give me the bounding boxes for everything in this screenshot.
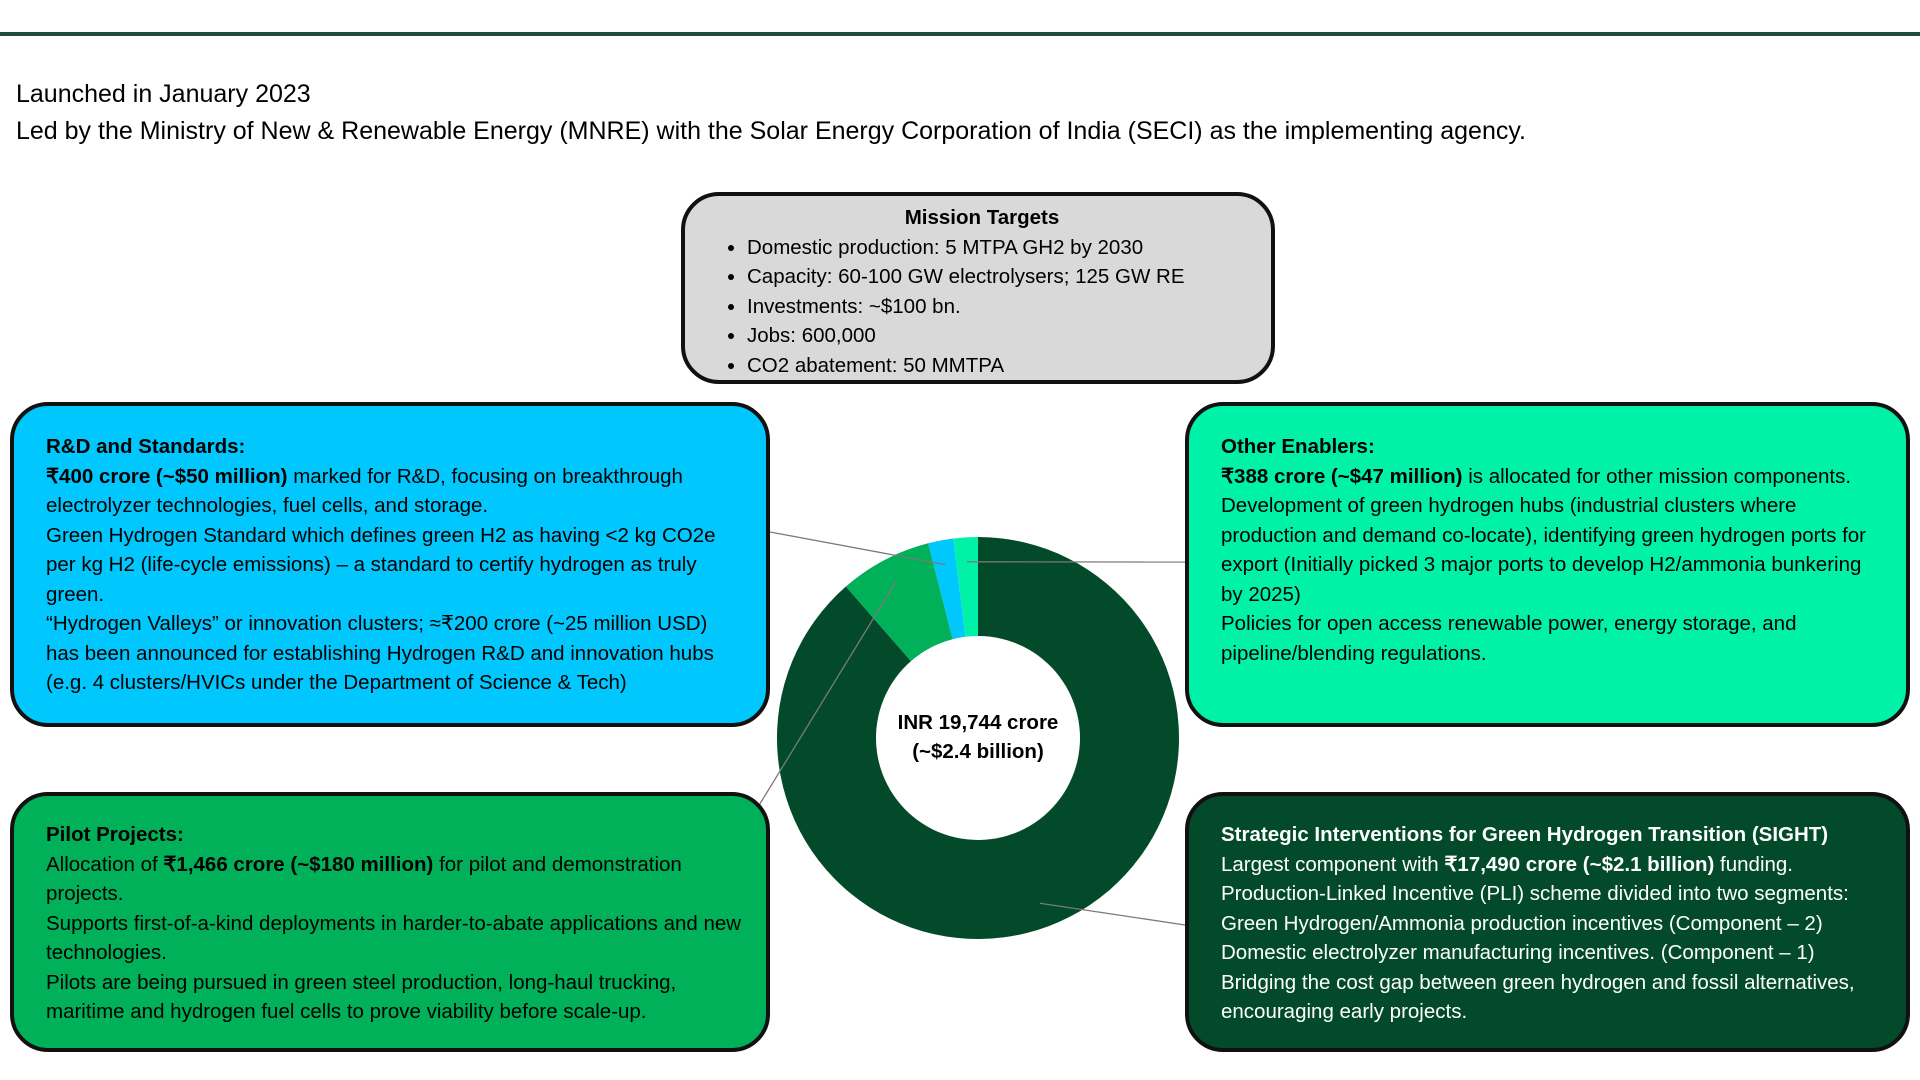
oe-line1-text: is allocated for other mission components. [1462, 464, 1852, 488]
sight-line2: Production-Linked Incentive (PLI) scheme divided into two segments: [1221, 882, 1849, 905]
intro-lead: Led by the Ministry of New & Renewable Energy (MNRE) with the Solar Energy Corporation of India (SECI) as the implementing agency. [16, 117, 1526, 145]
pilot-line1-text: for pilot and demonstration projects. [46, 852, 682, 905]
other-enablers-box [1185, 402, 1910, 727]
oe-line1 [1221, 462, 1886, 492]
sight-line1-text: funding. [1714, 852, 1793, 876]
pilot-line2: Supports first-of-a-kind deployments in harder-to-abate applications and new technologies. [46, 911, 742, 964]
target-item: • Investments: ~$100 bn. [747, 292, 1251, 322]
oe-line3: Policies for open access renewable power, energy storage, and pipeline/blending regulations. [1221, 612, 1797, 665]
rd-amount: ₹400 crore (~$50 million) [46, 464, 288, 488]
sight-prefix: Largest component with [1221, 852, 1445, 876]
pilot-line3: Pilots are being pursued in green steel production, long-haul trucking, maritime and hydrogen fuel cells to prove viability before scale-up. [46, 970, 677, 1023]
rd-line3: “Hydrogen Valleys” or innovation clusters; ≈₹200 crore (~25 million USD) has been announced for establishing Hydrogen R&D and innovation hubs (e.g. 4 clusters/HVICs under the Department of Science & Tech) [46, 612, 714, 694]
target-item: • Domestic production: 5 MTPA GH2 by 2030 [747, 233, 1251, 263]
oe-amount: ₹388 crore (~$47 million) [1221, 464, 1463, 488]
rd-line1 [46, 462, 746, 521]
center-label-line2: (~$2.4 billion) [912, 740, 1044, 763]
oe-line2: Development of green hydrogen hubs (industrial clusters where production and demand co-locate), identifying green hydrogen ports for export (Initially picked 3 major ports to develop H2/ammonia bunkering by 2025) [1221, 494, 1867, 606]
intro-launch: Launched in January 2023 [16, 80, 311, 108]
rd-line2: Green Hydrogen Standard which defines green H2 as having <2 kg CO2e per kg H2 (life-cycle emissions) – a standard to certify hydrogen as truly green. [46, 523, 716, 606]
sight-box [1185, 792, 1910, 1052]
rd-line1-text: marked for R&D, focusing on breakthrough electrolyzer technologies, fuel cells, and storage. [46, 464, 683, 517]
target-item: • Capacity: 60-100 GW electrolysers; 125 GW RE [747, 262, 1251, 292]
sight-line1 [1221, 850, 1886, 880]
mission-targets-list [713, 233, 1251, 381]
sight-amount: ₹17,490 crore (~$2.1 billion) [1444, 852, 1715, 876]
rd-title: R&D and Standards: [46, 435, 246, 458]
sight-line4: Domestic electrolyzer manufacturing incentives. (Component – 1) [1221, 941, 1815, 964]
sight-line5: Bridging the cost gap between green hydrogen and fossil alternatives, encouraging early projects. [1221, 970, 1855, 1023]
target-item: • CO2 abatement: 50 MMTPA [747, 351, 1251, 381]
center-label-line1: INR 19,744 crore [897, 711, 1059, 734]
pilot-prefix: Allocation of [46, 852, 164, 876]
donut-center-label [878, 708, 1078, 766]
rd-standards-box [10, 402, 770, 727]
pilot-title: Pilot Projects: [46, 823, 184, 846]
oe-title: Other Enablers: [1221, 435, 1375, 458]
mission-targets-box [681, 192, 1275, 384]
sight-title: Strategic Interventions for Green Hydrogen Transition (SIGHT) [1221, 823, 1829, 846]
pilot-amount: ₹1,466 crore (~$180 million) [163, 852, 434, 876]
pilot-projects-box [10, 792, 770, 1052]
sight-line3: Green Hydrogen/Ammonia production incentives (Component – 2) [1221, 911, 1823, 935]
mission-targets-title: Mission Targets [904, 206, 1060, 229]
pilot-line1 [46, 850, 746, 909]
target-item: • Jobs: 600,000 [747, 321, 1251, 351]
